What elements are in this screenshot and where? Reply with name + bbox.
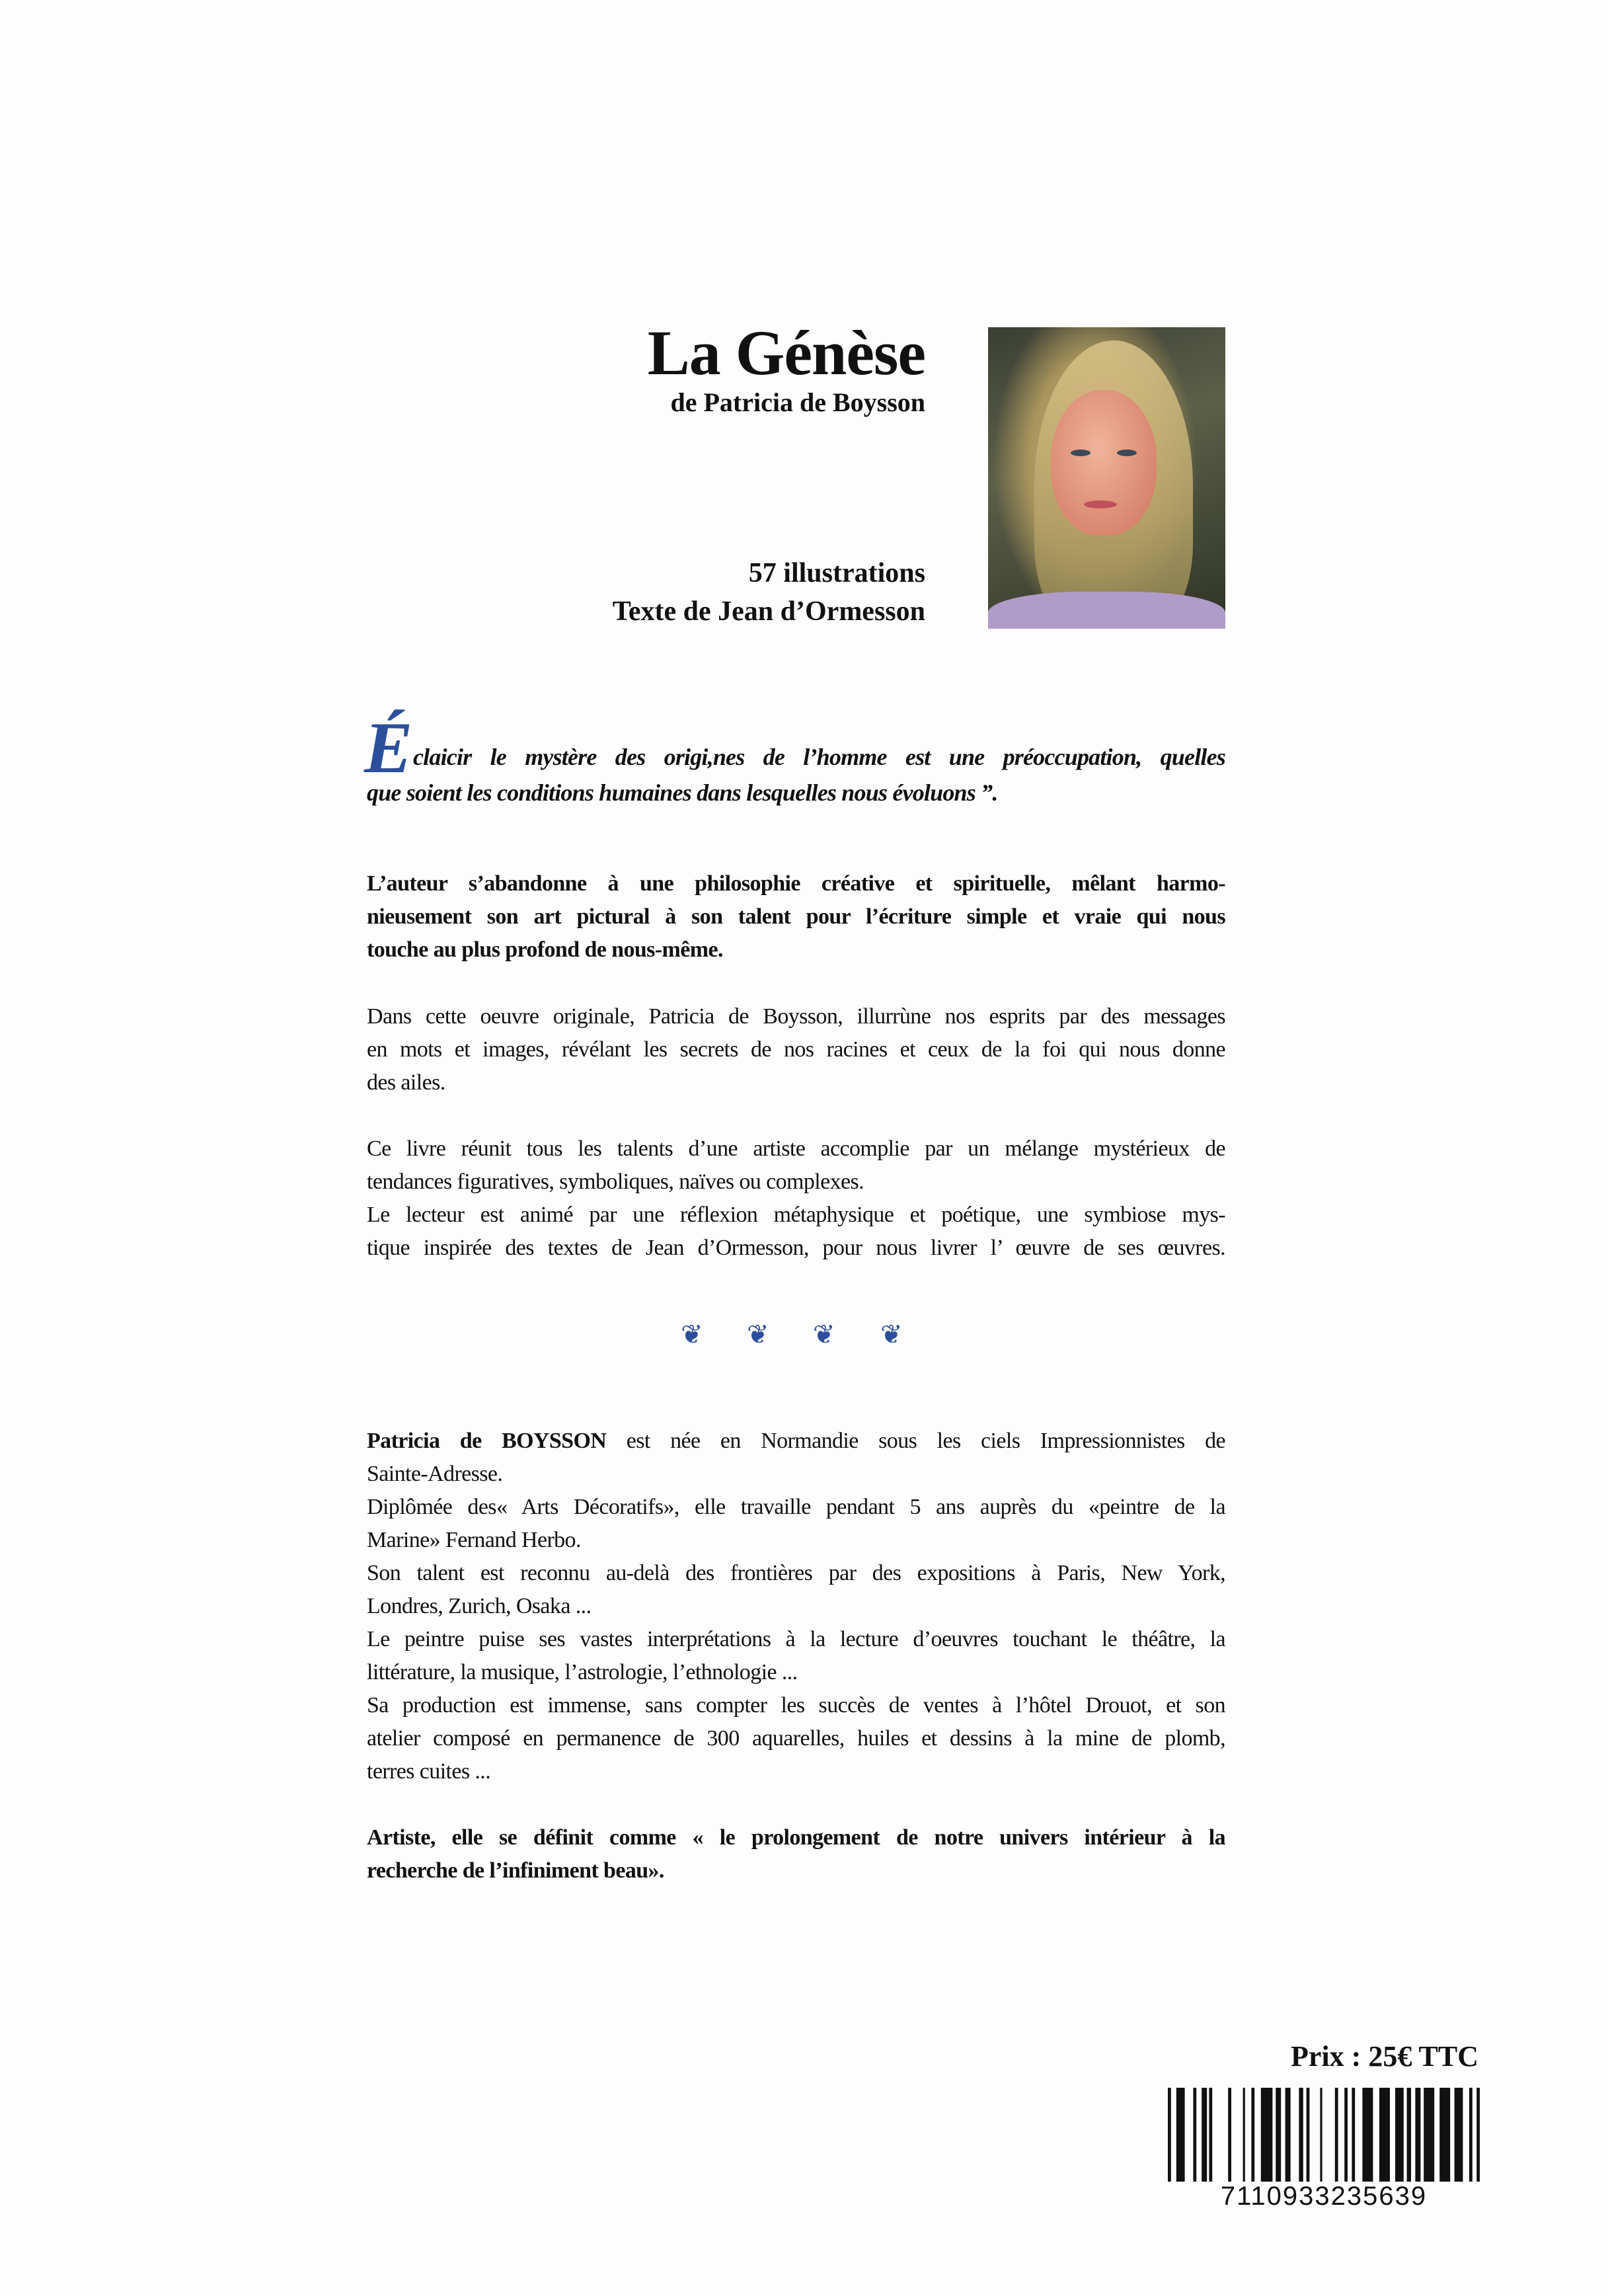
author-name: Patricia de BOYSSON [367,1429,607,1453]
text-line: terres cuites ... [367,1759,491,1784]
text-line: Le lecteur est animé par une réflexion métaphysique et poétique, une symbiose mys- [367,1203,1225,1227]
text-line: littérature, la musique, l’astrologie, l’ethnologie ... [367,1660,798,1684]
text-author: Texte de Jean d’Ormesson [612,596,925,627]
barcode-bar [1251,2088,1254,2182]
heart-icon: ❦ [681,1320,703,1349]
text-line: Artiste, elle se définit comme « le prolongement de notre univers intérieur à la [367,1825,1225,1850]
opening-quote [364,707,1225,811]
barcode-bar [1202,2088,1207,2182]
text-line: Son talent est reconnu au-delà des frontières par des expositions à Paris, New York, [367,1561,1225,1585]
barcode-bar [1476,2088,1480,2182]
book-details [613,554,925,631]
drop-cap: É [364,707,412,788]
text-line: Sainte-Adresse. [367,1462,503,1486]
quote-line: claicir le mystère des origi,nes de l’homme est une préoccupation, quelles [413,744,1225,770]
author-biography [367,1425,1225,1788]
heart-ornament [681,1319,905,1352]
price-label: Prix : 25€ TTC [1291,2040,1478,2073]
text-line: Le peintre puise ses vastes interprétations à la lecture d’oeuvres touchant le théâtre, la [367,1627,1225,1651]
barcode-bar [1176,2088,1185,2182]
text-line: Londres, Zurich, Osaka ... [367,1594,592,1618]
barcode-bar [1276,2088,1281,2182]
text-line: Sa production est immense, sans compter les succès de ventes à l’hôtel Drouot, et son [367,1693,1225,1718]
text-line: en mots et images, révélant les secrets de nos racines et ceux de la foi qui nous donne [367,1037,1225,1062]
closing-paragraph [367,1821,1225,1887]
heart-icon: ❦ [747,1320,769,1349]
barcode-bar [1352,2088,1355,2182]
author-byline: de Patricia de Boysson [670,387,925,417]
barcode-bar [1209,2088,1212,2182]
description-paragraph [367,1000,1225,1099]
barcode-bar [1335,2088,1338,2182]
text-line: Marine» Fernand Herbo. [367,1528,581,1552]
barcode-bar [1307,2088,1310,2182]
barcode-bar [1261,2088,1273,2182]
intro-paragraph [367,867,1225,967]
heart-icon: ❦ [813,1320,835,1349]
text-line: atelier composé en permanence de 300 aquarelles, huiles et dessins à la mine de plomb, [367,1726,1225,1751]
author-photo [988,327,1225,629]
barcode-bar [1424,2088,1434,2182]
text-line: nieusement son art pictural à son talent pour l’écriture simple et vraie qui nous [367,904,1225,929]
text-line: L’auteur s’abandonne à une philosophie créative et spirituelle, mêlant harmo- [367,871,1225,896]
barcode [1168,2088,1480,2182]
quote-line: que soient les conditions humaines dans lesquelles nous évoluons ”. [367,779,998,806]
barcode-bar [1285,2088,1291,2182]
barcode-bar [1168,2088,1171,2182]
barcode-bar [1469,2088,1473,2182]
barcode-bar [1228,2088,1231,2182]
text-line: tendances figuratives, symboliques, naïves ou complexes. [367,1169,864,1194]
text-line: touche au plus profond de nous-même. [367,937,723,962]
text-line: Dans cette oeuvre originale, Patricia de Boysson, illurrùne nos esprits par des messages [367,1004,1225,1029]
barcode-bar [1379,2088,1390,2182]
illustrations-count: 57 illustrations [748,558,925,588]
barcode-bar [1193,2088,1196,2182]
text-line: des ailes. [367,1070,445,1095]
book-title: La Génèse [647,317,925,388]
text-line: tique inspirée des textes de Jean d’Ormesson, pour nous livrer l’ œuvre de ses œuvres. [367,1236,1225,1260]
text-line: recherche de l’infiniment beau». [367,1858,664,1883]
text-line [367,1425,1225,1458]
barcode-bar [1439,2088,1450,2182]
text-line: Diplômée des« Arts Décoratifs», elle travaille pendant 5 ans auprès du «peintre de la [367,1495,1225,1519]
barcode-bar [1344,2088,1348,2182]
barcode-bar [1395,2088,1404,2182]
barcode-bar [1455,2088,1463,2182]
text-fragment: est née en Normandie sous les ciels Impressionnistes de [606,1429,1225,1453]
barcode-bar [1407,2088,1411,2182]
book-paragraph [367,1132,1225,1265]
barcode-bar [1362,2088,1373,2182]
barcode-bar [1320,2088,1322,2182]
barcode-number: 7110933235639 [1220,2182,1428,2211]
barcode-bar [1243,2088,1245,2182]
barcode-bar [1299,2088,1303,2182]
text-line: Ce livre réunit tous les talents d’une artiste accomplie par un mélange mystérieux de [367,1136,1225,1161]
barcode-bar [1415,2088,1420,2182]
heart-icon: ❦ [880,1320,903,1349]
